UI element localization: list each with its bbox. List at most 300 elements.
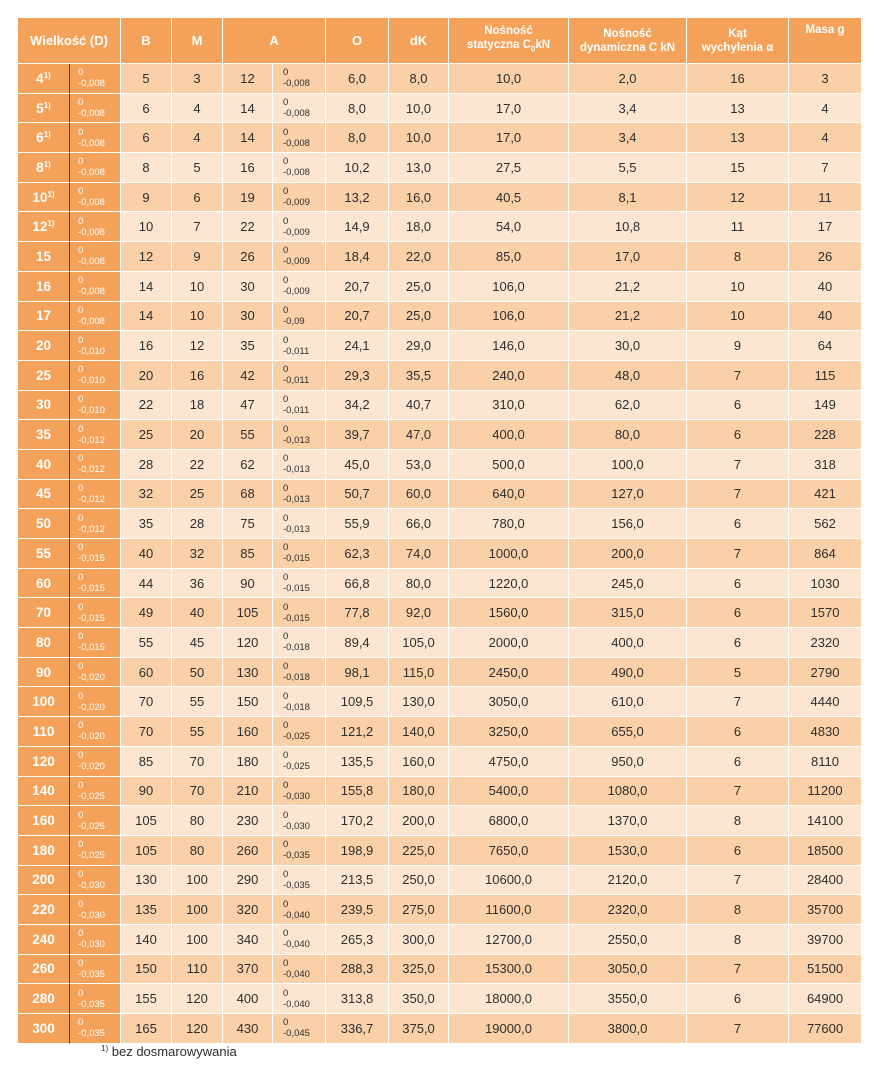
- cell-dk: 10,0: [389, 123, 449, 153]
- cell-b: 8: [121, 153, 172, 183]
- cell-d-tolerance: [70, 242, 121, 272]
- cell-mass: 28400: [789, 866, 862, 896]
- a-tol-upper: 0: [283, 453, 289, 465]
- cell-a-tolerance: [273, 925, 326, 955]
- d-tolerance: [76, 216, 105, 238]
- cell-dynamic-load: 315,0: [569, 598, 687, 628]
- cell-dk: 80,0: [389, 569, 449, 599]
- cell-size: [18, 925, 70, 955]
- cell-m: 32: [172, 539, 223, 569]
- d-tol-upper: 0: [78, 512, 84, 524]
- size-value: 16: [35, 278, 52, 294]
- size-value: 120: [32, 753, 55, 769]
- a-tol-lower: -0,015: [283, 583, 310, 595]
- d-tolerance: [76, 720, 105, 742]
- cell-angle: 9: [687, 331, 789, 361]
- d-tolerance: [76, 631, 105, 653]
- cell-mass: 14100: [789, 806, 862, 836]
- d-tol-lower: -0,010: [78, 404, 105, 416]
- cell-d-tolerance: [70, 420, 121, 450]
- d-tol-upper: 0: [78, 126, 84, 138]
- d-tol-upper: 0: [78, 987, 84, 999]
- cell-a: 55: [223, 420, 273, 450]
- cell-o: 14,9: [326, 212, 389, 242]
- cell-m: 70: [172, 777, 223, 807]
- cell-m: 36: [172, 569, 223, 599]
- cell-a-tolerance: [273, 628, 326, 658]
- a-tol-upper: 0: [283, 631, 289, 643]
- cell-b: 10: [121, 212, 172, 242]
- cell-m: 110: [172, 955, 223, 985]
- cell-m: 5: [172, 153, 223, 183]
- d-tolerance: [76, 305, 105, 327]
- cell-a: 160: [223, 717, 273, 747]
- header-dynamic-line1: Nośność: [603, 27, 652, 40]
- size-note: 1): [47, 189, 55, 199]
- table-row: [18, 955, 862, 985]
- d-tol-upper: 0: [78, 928, 84, 940]
- d-tolerance: [76, 453, 105, 475]
- cell-size: [18, 183, 70, 213]
- d-tol-lower: -0,025: [78, 850, 105, 862]
- cell-a-tolerance: [273, 94, 326, 124]
- cell-a: 14: [223, 94, 273, 124]
- cell-dynamic-load: 200,0: [569, 539, 687, 569]
- cell-d-tolerance: [70, 658, 121, 688]
- d-tol-upper: 0: [78, 601, 84, 613]
- a-tolerance: [281, 572, 310, 594]
- cell-dk: 22,0: [389, 242, 449, 272]
- a-tol-upper: 0: [283, 186, 289, 198]
- table-row: [18, 153, 862, 183]
- a-tol-lower: -0,09: [283, 315, 305, 327]
- a-tol-lower: -0,013: [283, 523, 310, 535]
- d-tolerance: [76, 839, 105, 861]
- a-tolerance: [281, 780, 310, 802]
- a-tolerance: [281, 691, 310, 713]
- cell-b: 105: [121, 806, 172, 836]
- d-tolerance: [76, 691, 105, 713]
- a-tol-lower: -0,015: [283, 553, 310, 565]
- a-tolerance: [281, 305, 305, 327]
- cell-d-tolerance: [70, 777, 121, 807]
- table-row: [18, 984, 862, 1014]
- cell-a: 75: [223, 509, 273, 539]
- cell-a: 16: [223, 153, 273, 183]
- cell-size: [18, 806, 70, 836]
- cell-a: 120: [223, 628, 273, 658]
- header-angle-line1: Kąt: [728, 27, 747, 40]
- cell-a: 19: [223, 183, 273, 213]
- cell-d-tolerance: [70, 569, 121, 599]
- size-value: 12: [32, 219, 48, 235]
- d-tol-lower: -0,015: [78, 612, 105, 624]
- cell-m: 18: [172, 391, 223, 421]
- cell-m: 100: [172, 866, 223, 896]
- table-row: [18, 1014, 862, 1044]
- d-tolerance: [76, 988, 105, 1010]
- a-tol-upper: 0: [283, 512, 289, 524]
- table-row: [18, 94, 862, 124]
- d-tol-upper: 0: [78, 186, 84, 198]
- d-tol-upper: 0: [78, 67, 84, 79]
- a-tol-lower: -0,008: [283, 108, 310, 120]
- d-tol-lower: -0,008: [78, 315, 105, 327]
- a-tol-upper: 0: [283, 868, 289, 880]
- cell-dynamic-load: 127,0: [569, 480, 687, 510]
- cell-angle: 6: [687, 836, 789, 866]
- footnote-text: bez dosmarowywania: [111, 1044, 237, 1059]
- cell-angle: 10: [687, 272, 789, 302]
- cell-d-tolerance: [70, 123, 121, 153]
- a-tol-upper: 0: [283, 809, 289, 821]
- d-tol-lower: -0,025: [78, 790, 105, 802]
- cell-mass: 77600: [789, 1014, 862, 1044]
- cell-dynamic-load: 21,2: [569, 302, 687, 332]
- cell-dk: 350,0: [389, 984, 449, 1014]
- cell-a-tolerance: [273, 777, 326, 807]
- a-tolerance: [281, 661, 310, 683]
- table-row: [18, 361, 862, 391]
- header-static-line2: statyczna C: [466, 39, 531, 52]
- header-size: Wielkość (D): [18, 18, 121, 64]
- table-row: [18, 420, 862, 450]
- table-row: [18, 658, 862, 688]
- size-value: 4: [36, 70, 44, 86]
- a-tol-lower: -0,035: [283, 879, 310, 891]
- cell-angle: 7: [687, 955, 789, 985]
- cell-m: 40: [172, 598, 223, 628]
- a-tol-lower: -0,015: [283, 612, 310, 624]
- size-value: 10: [32, 189, 48, 205]
- a-tolerance: [281, 156, 310, 178]
- d-tol-upper: 0: [78, 809, 84, 821]
- bearing-spec-table-wrapper: [18, 18, 862, 1044]
- cell-d-tolerance: [70, 806, 121, 836]
- cell-b: 12: [121, 242, 172, 272]
- cell-mass: 40: [789, 272, 862, 302]
- table-row: [18, 242, 862, 272]
- a-tolerance: [281, 631, 310, 653]
- cell-o: 50,7: [326, 480, 389, 510]
- cell-angle: 11: [687, 212, 789, 242]
- cell-size: [18, 984, 70, 1014]
- cell-a: 290: [223, 866, 273, 896]
- cell-size: [18, 302, 70, 332]
- a-tol-upper: 0: [283, 126, 289, 138]
- size-value: 60: [35, 575, 52, 591]
- table-row: [18, 628, 862, 658]
- a-tol-upper: 0: [283, 304, 289, 316]
- cell-b: 9: [121, 183, 172, 213]
- cell-a-tolerance: [273, 302, 326, 332]
- cell-dynamic-load: 3,4: [569, 94, 687, 124]
- d-tolerance: [76, 424, 105, 446]
- cell-b: 20: [121, 361, 172, 391]
- a-tol-upper: 0: [283, 482, 289, 494]
- cell-static-load: 106,0: [449, 272, 569, 302]
- size-value: 110: [32, 723, 55, 739]
- cell-a: 130: [223, 658, 273, 688]
- size-note: 1): [43, 130, 51, 140]
- size-note: 1): [43, 100, 51, 110]
- header-dynamic-load: [569, 18, 687, 64]
- cell-mass: 2320: [789, 628, 862, 658]
- cell-a-tolerance: [273, 747, 326, 777]
- cell-m: 120: [172, 984, 223, 1014]
- cell-size: [18, 391, 70, 421]
- cell-dynamic-load: 10,8: [569, 212, 687, 242]
- a-tolerance: [281, 958, 310, 980]
- cell-dk: 225,0: [389, 836, 449, 866]
- d-tol-upper: 0: [78, 779, 84, 791]
- d-tol-upper: 0: [78, 720, 84, 732]
- cell-m: 50: [172, 658, 223, 688]
- cell-o: 198,9: [326, 836, 389, 866]
- cell-dynamic-load: 156,0: [569, 509, 687, 539]
- cell-size: [18, 569, 70, 599]
- cell-d-tolerance: [70, 331, 121, 361]
- a-tol-upper: 0: [283, 215, 289, 227]
- d-tol-lower: -0,008: [78, 167, 105, 179]
- cell-static-load: 15300,0: [449, 955, 569, 985]
- header-m: M: [172, 18, 223, 64]
- cell-size: [18, 64, 70, 94]
- cell-a-tolerance: [273, 598, 326, 628]
- d-tol-lower: -0,012: [78, 434, 105, 446]
- d-tolerance: [76, 810, 105, 832]
- a-tol-lower: -0,030: [283, 790, 310, 802]
- a-tolerance: [281, 513, 310, 535]
- d-tol-upper: 0: [78, 423, 84, 435]
- cell-dk: 13,0: [389, 153, 449, 183]
- cell-static-load: 10,0: [449, 64, 569, 94]
- table-row: [18, 747, 862, 777]
- cell-size: [18, 123, 70, 153]
- cell-angle: 13: [687, 94, 789, 124]
- cell-a-tolerance: [273, 183, 326, 213]
- d-tol-lower: -0,008: [78, 286, 105, 298]
- cell-o: 336,7: [326, 1014, 389, 1044]
- d-tol-lower: -0,035: [78, 1028, 105, 1040]
- header-a: A: [223, 18, 326, 64]
- cell-dynamic-load: 21,2: [569, 272, 687, 302]
- cell-b: 5: [121, 64, 172, 94]
- cell-a-tolerance: [273, 212, 326, 242]
- size-note: 1): [43, 70, 51, 80]
- a-tol-lower: -0,008: [283, 167, 310, 179]
- cell-d-tolerance: [70, 450, 121, 480]
- cell-mass: 7: [789, 153, 862, 183]
- cell-d-tolerance: [70, 955, 121, 985]
- cell-mass: 149: [789, 391, 862, 421]
- cell-mass: 11: [789, 183, 862, 213]
- cell-static-load: 27,5: [449, 153, 569, 183]
- cell-static-load: 11600,0: [449, 895, 569, 925]
- cell-d-tolerance: [70, 183, 121, 213]
- cell-dk: 250,0: [389, 866, 449, 896]
- table-row: [18, 836, 862, 866]
- cell-b: 22: [121, 391, 172, 421]
- a-tol-lower: -0,040: [283, 939, 310, 951]
- table-row: [18, 123, 862, 153]
- d-tol-upper: 0: [78, 572, 84, 584]
- cell-dk: 18,0: [389, 212, 449, 242]
- cell-o: 24,1: [326, 331, 389, 361]
- cell-dynamic-load: 100,0: [569, 450, 687, 480]
- cell-dynamic-load: 3,4: [569, 123, 687, 153]
- d-tol-lower: -0,020: [78, 761, 105, 773]
- cell-dk: 180,0: [389, 777, 449, 807]
- cell-a-tolerance: [273, 153, 326, 183]
- cell-angle: 6: [687, 509, 789, 539]
- table-row: [18, 687, 862, 717]
- cell-mass: 4: [789, 123, 862, 153]
- a-tol-upper: 0: [283, 601, 289, 613]
- d-tol-upper: 0: [78, 661, 84, 673]
- cell-d-tolerance: [70, 272, 121, 302]
- d-tolerance: [76, 186, 105, 208]
- a-tolerance: [281, 869, 310, 891]
- cell-a: 210: [223, 777, 273, 807]
- d-tol-lower: -0,030: [78, 909, 105, 921]
- d-tolerance: [76, 928, 105, 950]
- table-row: [18, 391, 862, 421]
- cell-angle: 6: [687, 420, 789, 450]
- cell-o: 34,2: [326, 391, 389, 421]
- cell-b: 105: [121, 836, 172, 866]
- cell-o: 6,0: [326, 64, 389, 94]
- cell-dynamic-load: 1370,0: [569, 806, 687, 836]
- d-tolerance: [76, 245, 105, 267]
- cell-b: 40: [121, 539, 172, 569]
- a-tolerance: [281, 67, 310, 89]
- d-tolerance: [76, 958, 105, 980]
- cell-mass: 562: [789, 509, 862, 539]
- size-value: 200: [32, 872, 55, 888]
- a-tol-lower: -0,030: [283, 820, 310, 832]
- cell-size: [18, 450, 70, 480]
- d-tol-upper: 0: [78, 631, 84, 643]
- a-tol-upper: 0: [283, 661, 289, 673]
- cell-d-tolerance: [70, 866, 121, 896]
- header-static-sub: 0: [530, 44, 536, 54]
- header-angle-line2: wychylenia α: [701, 41, 774, 54]
- cell-static-load: 12700,0: [449, 925, 569, 955]
- cell-dk: 10,0: [389, 94, 449, 124]
- d-tolerance: [76, 899, 105, 921]
- cell-o: 18,4: [326, 242, 389, 272]
- header-angle: [687, 18, 789, 64]
- cell-static-load: 85,0: [449, 242, 569, 272]
- cell-a: 26: [223, 242, 273, 272]
- d-tolerance: [76, 661, 105, 683]
- cell-m: 55: [172, 717, 223, 747]
- a-tol-lower: -0,013: [283, 493, 310, 505]
- cell-dk: 29,0: [389, 331, 449, 361]
- size-note: 1): [43, 159, 51, 169]
- a-tol-lower: -0,018: [283, 701, 310, 713]
- cell-size: [18, 212, 70, 242]
- d-tol-upper: 0: [78, 245, 84, 257]
- cell-m: 7: [172, 212, 223, 242]
- size-value: 55: [35, 545, 52, 561]
- size-value: 100: [32, 694, 55, 710]
- d-tol-upper: 0: [78, 393, 84, 405]
- d-tolerance: [76, 335, 105, 357]
- a-tol-upper: 0: [283, 245, 289, 257]
- cell-m: 22: [172, 450, 223, 480]
- cell-a-tolerance: [273, 866, 326, 896]
- a-tolerance: [281, 483, 310, 505]
- cell-a-tolerance: [273, 450, 326, 480]
- cell-a: 230: [223, 806, 273, 836]
- d-tol-lower: -0,010: [78, 375, 105, 387]
- footnote-mark: 1): [101, 1044, 109, 1053]
- size-value: 240: [32, 931, 55, 947]
- a-tol-upper: 0: [283, 750, 289, 762]
- cell-a: 400: [223, 984, 273, 1014]
- cell-m: 80: [172, 806, 223, 836]
- cell-m: 9: [172, 242, 223, 272]
- a-tolerance: [281, 453, 310, 475]
- header-static-load: [449, 18, 569, 64]
- header-b: B: [121, 18, 172, 64]
- table-row: [18, 806, 862, 836]
- cell-d-tolerance: [70, 64, 121, 94]
- cell-b: 70: [121, 687, 172, 717]
- cell-a-tolerance: [273, 658, 326, 688]
- cell-static-load: 500,0: [449, 450, 569, 480]
- cell-size: [18, 895, 70, 925]
- cell-dk: 375,0: [389, 1014, 449, 1044]
- cell-dynamic-load: 3050,0: [569, 955, 687, 985]
- cell-mass: 39700: [789, 925, 862, 955]
- d-tol-lower: -0,008: [78, 108, 105, 120]
- cell-dk: 66,0: [389, 509, 449, 539]
- a-tol-upper: 0: [283, 364, 289, 376]
- a-tolerance: [281, 275, 310, 297]
- cell-b: 14: [121, 302, 172, 332]
- cell-dk: 275,0: [389, 895, 449, 925]
- cell-dynamic-load: 17,0: [569, 242, 687, 272]
- cell-b: 16: [121, 331, 172, 361]
- a-tol-upper: 0: [283, 334, 289, 346]
- cell-dk: 35,5: [389, 361, 449, 391]
- cell-m: 100: [172, 925, 223, 955]
- cell-b: 55: [121, 628, 172, 658]
- cell-angle: 8: [687, 925, 789, 955]
- cell-b: 90: [121, 777, 172, 807]
- cell-mass: 11200: [789, 777, 862, 807]
- d-tolerance: [76, 602, 105, 624]
- cell-o: 45,0: [326, 450, 389, 480]
- size-note: 1): [47, 219, 55, 229]
- d-tol-upper: 0: [78, 97, 84, 109]
- cell-o: 20,7: [326, 272, 389, 302]
- cell-dk: 40,7: [389, 391, 449, 421]
- table-row: [18, 509, 862, 539]
- cell-angle: 7: [687, 1014, 789, 1044]
- d-tol-lower: -0,030: [78, 879, 105, 891]
- cell-angle: 7: [687, 480, 789, 510]
- size-value: 70: [35, 605, 52, 621]
- cell-dk: 130,0: [389, 687, 449, 717]
- d-tol-lower: -0,030: [78, 939, 105, 951]
- a-tolerance: [281, 424, 310, 446]
- cell-d-tolerance: [70, 717, 121, 747]
- size-value: 300: [32, 1020, 55, 1036]
